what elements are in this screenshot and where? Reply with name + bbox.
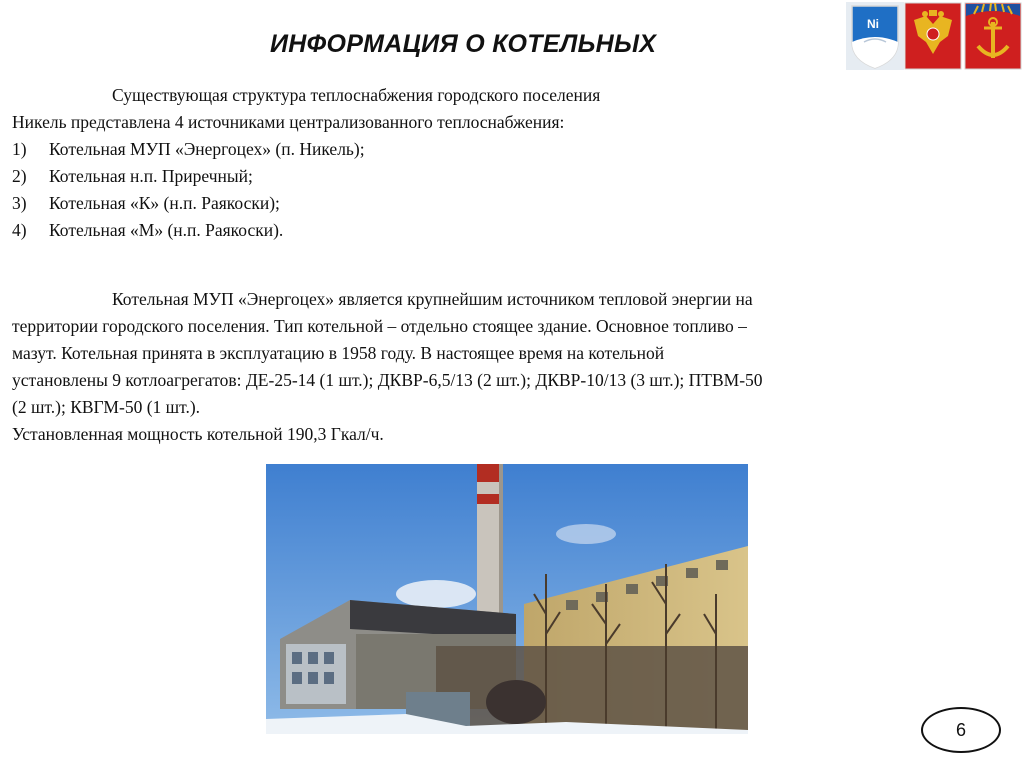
intro-line-2: Никель представлена 4 источниками централизованного теплоснабжения: — [12, 112, 565, 132]
list-item-number: 1) — [12, 139, 27, 159]
page-number-badge: 6 — [921, 707, 1001, 753]
details-line: Котельная МУП «Энергоцех» является крупнейшим источником тепловой энергии на — [112, 289, 753, 309]
list-item — [12, 136, 600, 163]
list-item — [12, 163, 600, 190]
list-item-number: 3) — [12, 193, 27, 213]
sources-intro — [12, 82, 600, 244]
murmansk-coat-of-arms-icon — [964, 2, 1022, 70]
list-item — [12, 217, 600, 244]
details-line: мазут. Котельная принята в эксплуатацию в 1958 году. В настоящее время на котельной — [12, 343, 665, 363]
list-item-number: 2) — [12, 166, 27, 186]
list-item-text: Котельная «К» (н.п. Раякоски); — [49, 193, 280, 213]
russia-coat-of-arms-icon — [904, 2, 962, 70]
details-line: (2 шт.); КВГМ-50 (1 шт.). — [12, 397, 201, 417]
boiler-house-photo — [266, 464, 748, 734]
slide-title: ИНФОРМАЦИЯ О КОТЕЛЬНЫХ — [270, 30, 657, 58]
nikel-coat-of-arms-icon — [846, 2, 904, 70]
emblems-group — [846, 2, 1024, 70]
list-item-text: Котельная н.п. Приречный; — [49, 166, 253, 186]
list-item-number: 4) — [12, 220, 27, 240]
details-line: территории городского поселения. Тип котельной – отдельно стоящее здание. Основное топливо – — [12, 316, 747, 336]
emblem-1-label: Ni — [867, 17, 879, 31]
boiler-details — [12, 286, 763, 448]
list-item-text: Котельная МУП «Энергоцех» (п. Никель); — [49, 139, 365, 159]
details-line: Установленная мощность котельной 190,3 Гкал/ч. — [12, 424, 384, 444]
intro-line-1: Существующая структура теплоснабжения городского поселения — [112, 85, 601, 105]
details-line: установлены 9 котлоагрегатов: ДЕ-25-14 (1 шт.); ДКВР-6,5/13 (2 шт.); ДКВР-10/13 (3 шт.); ПТВМ-50 — [12, 370, 763, 390]
list-item-text: Котельная «М» (н.п. Раякоски). — [49, 220, 284, 240]
list-item — [12, 190, 600, 217]
